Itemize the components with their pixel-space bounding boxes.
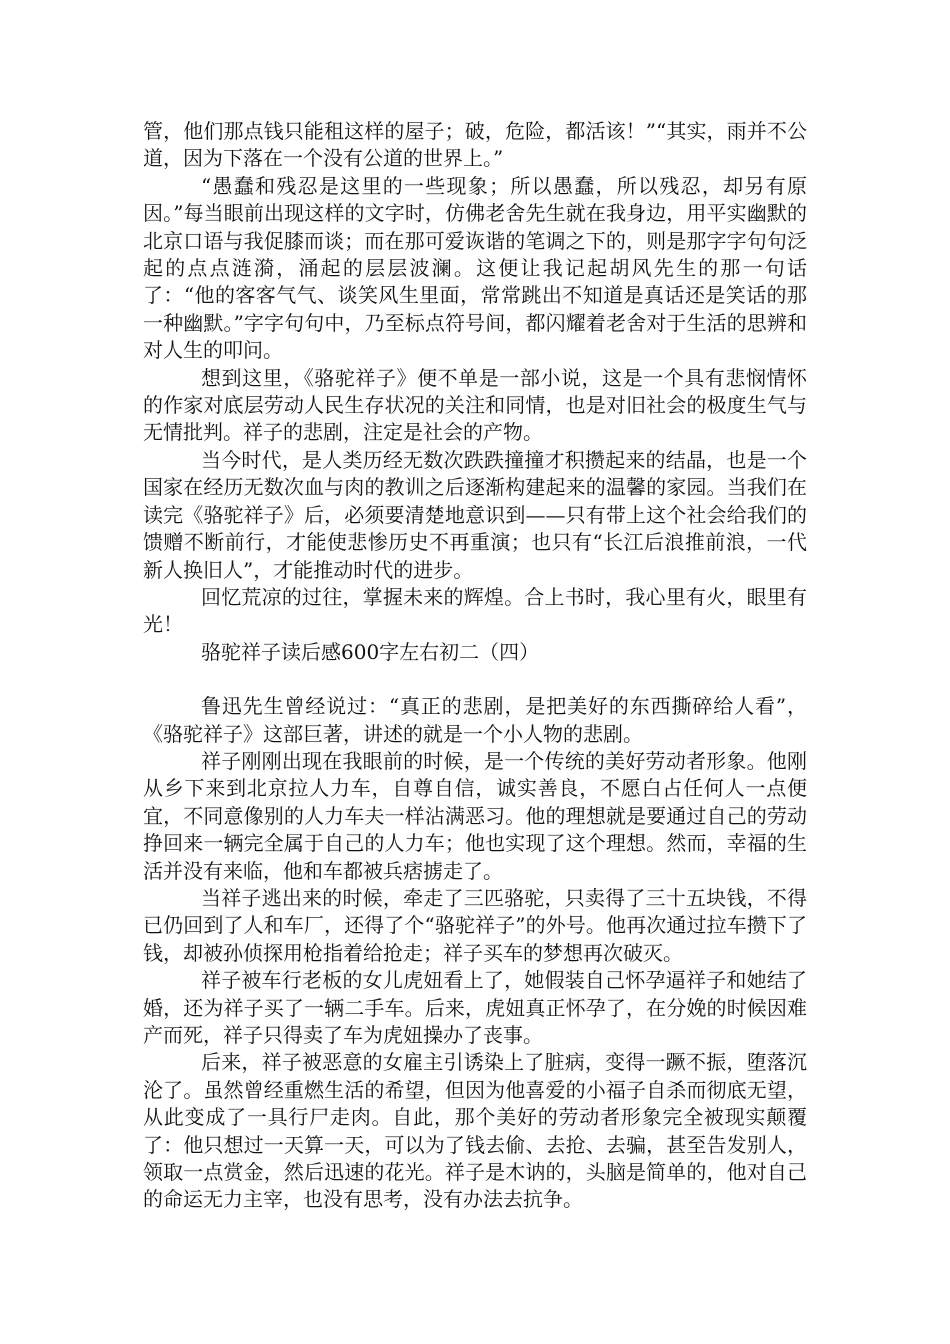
- paragraph: 当今时代，是人类历经无数次跌跌撞撞才积攒起来的结晶，也是一个国家在经历无数次血与肉的教训之后逐渐构建起来的温馨的家园。当我们在读完《骆驼祥子》后，必须要清楚地意识到——只有带上这个社会给我们的馈赠不断前行，才能使悲惨历史不再重演；也只有“长江后浪推前浪，一代新人换旧人”，才能推动时代的进步。: [143, 447, 807, 582]
- paragraph: 祥子被车行老板的女儿虎妞看上了，她假装自己怀孕逼祥子和她结了婚，还为祥子买了一辆二手车。后来，虎妞真正怀孕了，在分娩的时候因难产而死，祥子只得卖了车为虎妞操办了丧事。: [143, 968, 807, 1047]
- section-heading: 骆驼祥子读后感600字左右初二（四）: [201, 639, 540, 664]
- document-page: [143, 118, 807, 1214]
- paragraph: 管，他们那点钱只能租这样的屋子；破，危险，都活该！”“其实，雨并不公道，因为下落在一个没有公道的世界上。”: [143, 119, 807, 171]
- paragraph: 回忆荒凉的过往，掌握未来的辉煌。合上书时，我心里有火，眼里有光！: [143, 584, 807, 637]
- paragraph: 鲁迅先生曾经说过：“真正的悲剧，是把美好的东西撕碎给人看”，《骆驼祥子》这部巨著，讲述的就是一个小人物的悲剧。: [143, 694, 807, 746]
- paragraph: 当祥子逃出来的时候，牵走了三匹骆驼，只卖得了三十五块钱，不得已仍回到了人和车厂，还得了个“骆驼祥子”的外号。他再次通过拉车攒下了钱，却被孙侦探用枪指着给抢走；祥子买车的梦想再次破灭。: [143, 885, 807, 965]
- paragraph: “愚蠢和残忍是这里的一些现象；所以愚蠢，所以残忍，却另有原因。”每当眼前出现这样的文字时，仿佛老舍先生就在我身边，用平实幽默的北京口语与我促膝而谈；而在那可爱诙谐的笔调之下的，则是那字字句句泛起的点点涟漪，涌起的层层波澜。这便让我记起胡风先生的那一句话了：“他的客客气气、谈笑风生里面，常常跳出不知道是真话还是笑话的那一种幽默。”字字句句中，乃至标点符号间，都闪耀着老舍对于生活的思辨和对人生的叩问。: [143, 173, 807, 363]
- paragraph: 祥子刚刚出现在我眼前的时候，是一个传统的美好劳动者形象。他刚从乡下来到北京拉人力车，自尊自信，诚实善良，不愿白占任何人一点便宜，不同意像别的人力车夫一样沾满恶习。他的理想就是要通过自己的劳动挣回来一辆完全属于自己的人力车；他也实现了这个理想。然而，幸福的生活并没有来临，他和车都被兵痞掳走了。: [143, 748, 807, 883]
- paragraph: 想到这里，《骆驼祥子》便不单是一部小说，这是一个具有悲悯情怀的作家对底层劳动人民生存状况的关注和同情，也是对旧社会的极度生气与无情批判。祥子的悲剧，注定是社会的产物。: [143, 365, 807, 445]
- paragraph: 后来，祥子被恶意的女雇主引诱染上了脏病，变得一蹶不振，堕落沉沦了。虽然曾经重燃生活的希望，但因为他喜爱的小福子自杀而彻底无望，从此变成了一具行尸走肉。自此，那个美好的劳动者形象完全被现实颠覆了：他只想过一天算一天，可以为了钱去偷、去抢、去骗，甚至告发别人，领取一点赏金，然后迅速的花光。祥子是木讷的，头脑是简单的，他对自己的命运无力主宰，也没有思考，没有办法去抗争。: [143, 1050, 807, 1212]
